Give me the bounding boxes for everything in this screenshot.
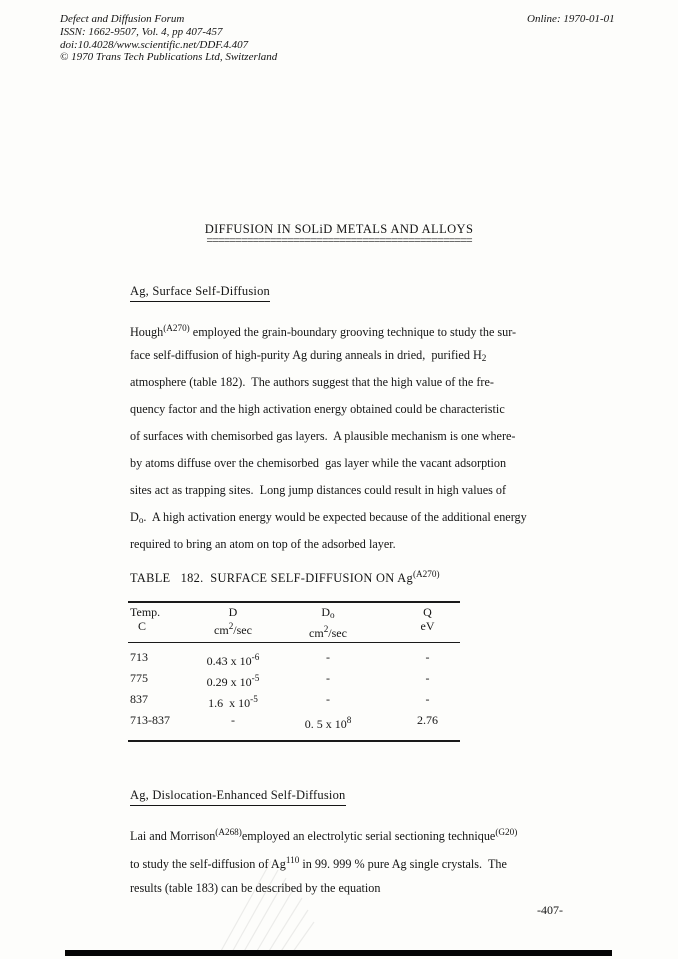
paragraph-dislocation-enhanced — [130, 818, 590, 902]
text-line: doi:10.4028/www.scientific.net/DDF.4.407 — [60, 38, 249, 51]
data-table-182 — [128, 601, 460, 742]
section-heading-surface-self-diffusion: Ag, Surface Self-Diffusion — [130, 284, 270, 302]
table-cell: 775 — [130, 671, 148, 685]
text-line: Hough$^{(A270)}$ employed the grain-boundary grooving technique to study the sur- — [130, 323, 517, 339]
text-line: required to bring an atom on top of the adsorbed layer. — [130, 537, 396, 551]
table-cell: 1.6 x $10^{-5}$ — [208, 694, 258, 710]
text-line: quency factor and the high activation energy obtained could be characteristic — [130, 402, 505, 416]
scan-watermark-artifact — [216, 856, 326, 956]
text-line: by atoms diffuse over the chemisorbed gas layer while the vacant adsorption — [130, 456, 507, 470]
online-date: Online: 1970-01-01 — [527, 13, 615, 25]
table-column-header: Temp. C — [130, 605, 161, 633]
text-line: to study the self-diffusion of Ag$^{110}$ in 99. 999 % pure Ag single crystals. The — [130, 855, 507, 871]
text-line: of surfaces with chemisorbed gas layers. A plausible mechanism is one where- — [130, 429, 516, 443]
text-line: results (table 183) can be described by the equation — [130, 881, 381, 895]
table-cell: 713-837 — [130, 713, 170, 727]
paragraph-surface-self-diffusion — [130, 315, 590, 558]
page-title: DIFFUSION IN SOLiD METALS AND ALLOYS — [204, 222, 474, 236]
table-cell: - — [425, 671, 430, 685]
table-row — [128, 689, 460, 710]
table-cell: 0. 5 x $10^8$ — [304, 715, 352, 731]
table-column-header: Q eV — [420, 605, 435, 633]
table-bottom-rule — [128, 740, 460, 742]
table-row — [128, 668, 460, 689]
table-cell: 713 — [130, 650, 148, 664]
table-cell: 0.29 x $10^{-5}$ — [206, 673, 260, 689]
table-cell: - — [326, 671, 330, 685]
text-line: $D_o$. A high activation energy would be expected because of the additional energy — [130, 510, 527, 525]
table-cell: 0.43 x $10^{-6}$ — [206, 652, 260, 668]
table-column-header: $D_o$ $cm^2/\sec$ — [309, 605, 347, 640]
text-line: ISSN: 1662-9507, Vol. 4, pp 407-457 — [60, 25, 223, 38]
bottom-rule-bar — [65, 950, 612, 956]
table-cell: - — [326, 692, 330, 706]
table-cell: - — [231, 713, 235, 727]
page-number: -407- — [537, 903, 563, 917]
table-cell: 2.76 — [417, 713, 438, 727]
text-line: face self-diffusion of high-purity Ag during anneals in dried, purified $H_2$ — [130, 348, 487, 363]
text-line: sites act as trapping sites. Long jump distances could result in high values of — [130, 483, 507, 497]
table-header-row — [128, 603, 460, 642]
table-caption: TABLE 182. SURFACE SELF-DIFFUSION ON $Ag^{(A270)}$ — [130, 569, 440, 585]
table-row — [128, 710, 460, 731]
text-line: Defect and Diffusion Forum — [60, 13, 185, 25]
table-cell: - — [425, 650, 430, 664]
text-line: © 1970 Trans Tech Publications Ltd, Switzerland — [60, 51, 278, 64]
table-row — [128, 647, 460, 668]
table-cell: 837 — [130, 692, 148, 706]
journal-header-block — [60, 13, 277, 64]
table-cell: - — [326, 650, 330, 664]
text-line: atmosphere (table 182). The authors suggest that the high value of the fre- — [130, 375, 494, 389]
title-underline: ============================================== — [206, 233, 472, 247]
table-cell: - — [425, 692, 430, 706]
text-line: Lai and Morrison$^{(A268)}$employed an electrolytic serial sectioning technique$^{(G20)}$ — [130, 827, 518, 843]
table-body — [128, 643, 460, 740]
section-heading-dislocation-enhanced: Ag, Dislocation-Enhanced Self-Diffusion — [130, 788, 346, 806]
table-column-header: D $cm^2/\sec$ — [214, 605, 252, 637]
